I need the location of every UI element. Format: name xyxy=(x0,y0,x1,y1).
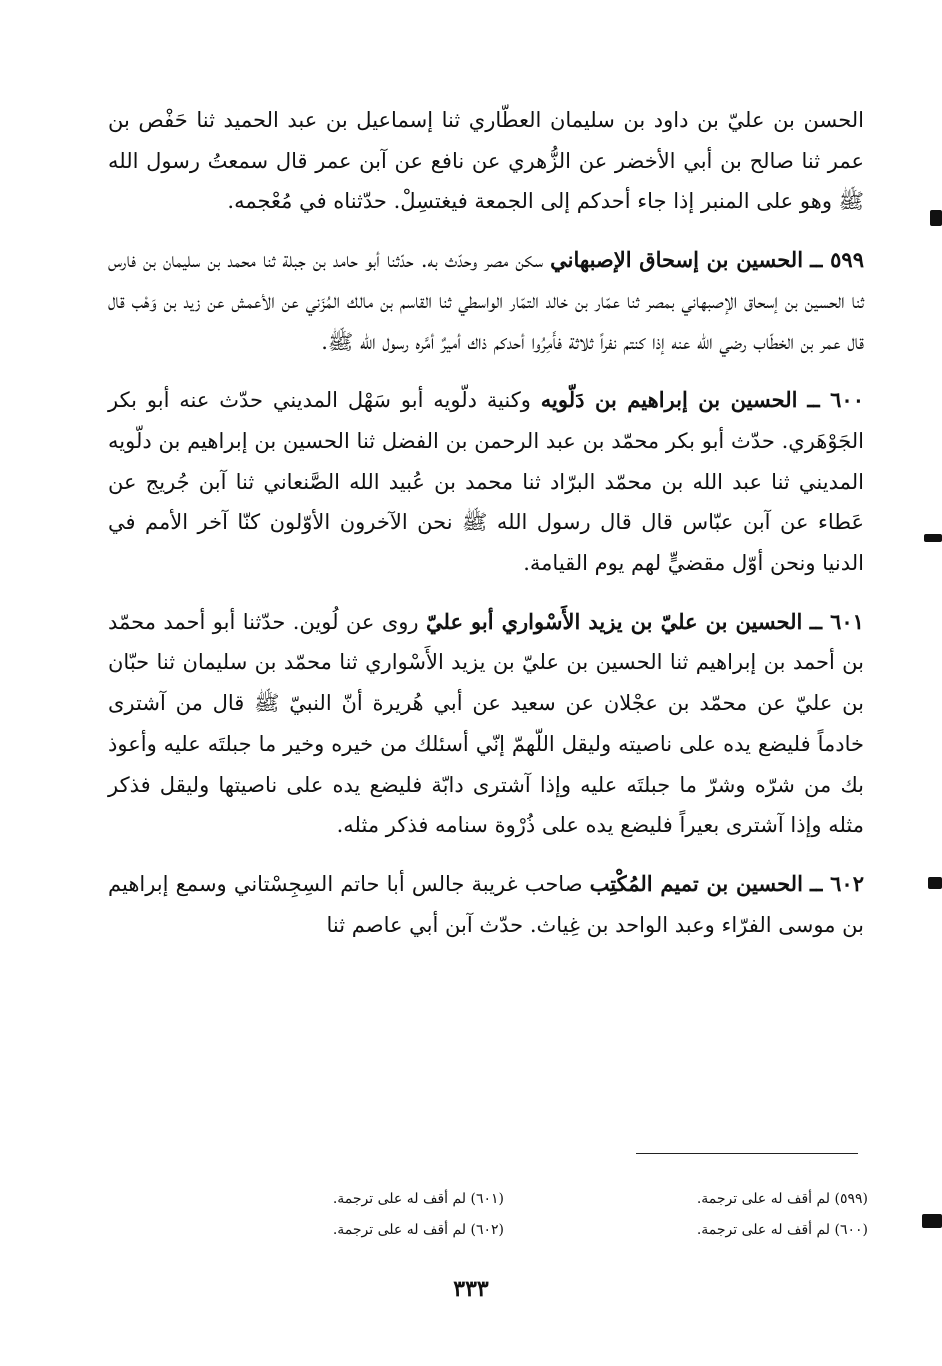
footnote-599: (٥٩٩) لم أقف له على ترجمة. xyxy=(696,1191,868,1207)
footnotes-left-column xyxy=(333,1184,504,1246)
entry-name: الحسين بن إبراهيم بن دَلّويه xyxy=(540,387,798,413)
entry-number: ٦٠٠ ــ xyxy=(807,387,864,413)
entry-text: سكن مصر وحدّث به. حدّثنا أبو حامد بن جبلة ثنا محمد بن سليمان بن فارس ثنا الحسين بن إسحاق الإصبهاني بمصر ثنا عمّار بن خالد التمّار الواسطي ثنا القاسم بن مالك المُزَني عن الأعمش عن زيد بن وَهْب قال قال عمر بن الخطّاب رضي الله عنه إذا كنتم نفراً ثلاثة فأَمِرُوا أحدكم ذاك أميرٌ أمَّره رسول الله ﷺ. xyxy=(108,248,864,354)
scan-edge-mark xyxy=(928,877,942,889)
entry-600 xyxy=(108,380,864,584)
entry-602 xyxy=(108,864,864,945)
entry-name: الحسين بن عليّ بن يزيد الأَسْواري أبو عليّ xyxy=(425,608,803,634)
entry-number: ٥٩٩ ــ xyxy=(810,247,864,273)
scan-edge-mark xyxy=(930,210,942,226)
entry-number: ٦٠١ ــ xyxy=(809,608,864,634)
entry-601 xyxy=(108,602,864,846)
entry-599 xyxy=(108,240,864,362)
entry-name: الحسين بن إسحاق الإصبهاني xyxy=(550,247,804,273)
footnote-601: (٦٠١) لم أقف له على ترجمة. xyxy=(332,1191,504,1207)
entry-text: روى عن لُوين. حدّثنا أبو أحمد محمّد بن أحمد بن إبراهيم ثنا الحسين بن عليّ بن يزيد الأَسْواري ثنا محمّد بن سليمان ثنا حبّان بن عليّ عن محمّد بن عجْلان عن سعيد عن أبي هُريرة أنّ النبيّ ﷺ قال من آشترى خادماً فليضع يده على ناصيته وليقل اللّهمّ إنّي أسئلك من خيره وخير ما جبلتَه عليه وأعوذ بك من شرّه وشرّ ما جبلتَه عليه وإذا آشترى دابّة فليضع يده على ناصيتها وليقل فذكر مثله وإذا آشترى بعيراً فليضع يده على ذُرْوة سنامه فذكر مثله. xyxy=(108,609,864,838)
page-body xyxy=(108,100,864,945)
page-number: ٣٣٣ xyxy=(453,1276,489,1302)
entry-text: وكنية دلّويه أبو سَهْل المديني حدّث عنه أبو بكر الجَوْهَري. حدّث أبو بكر محمّد بن عبد الرحمن بن الفضل ثنا الحسين بن إبراهيم بن دلّويه المديني ثنا عبد الله بن محمّد البرّاد ثنا محمد بن عُبيد الله الصَّنعاني ثنا آبن جُريج عن عَطاء عن آبن عبّاس قال قال رسول الله ﷺ نحن الآخرون الأوّلون كنّا آخر الأمم في الدنيا ونحن أوّل مقضيٍّ لهم يوم القيامة. xyxy=(108,388,864,576)
entry-number: ٦٠٢ ــ xyxy=(810,870,864,896)
footnote-602: (٦٠٢) لم أقف له على ترجمة. xyxy=(332,1222,504,1238)
entry-name: الحسين بن تميم المُكْتِب xyxy=(589,870,803,896)
scan-edge-mark xyxy=(924,534,942,542)
footnote-600: (٦٠٠) لم أقف له على ترجمة. xyxy=(696,1222,868,1238)
entry-text: صاحب غريبة جالس أبا حاتم السِجِسْتاني وسمع إبراهيم بن موسى الفرّاء وعبد الواحد بن غِياث. حدّث آبن أبي عاصم ثنا xyxy=(108,871,864,937)
footnote-separator xyxy=(636,1153,858,1154)
footnotes-right-column xyxy=(697,1184,868,1246)
scan-edge-mark xyxy=(922,1214,942,1228)
paragraph-continuation: الحسن بن عليّ بن داود بن سليمان العطّاري ثنا إسماعيل بن عبد الحميد ثنا حَفْص بن عمر ثنا صالح بن أبي الأخضر عن الزُّهري عن نافع عن آبن عمر قال سمعتُ رسول الله ﷺ وهو على المنبر إذا جاء أحدكم إلى الجمعة فيغتسِلْ. حدّثناه في مُعْجمه. xyxy=(108,108,864,214)
